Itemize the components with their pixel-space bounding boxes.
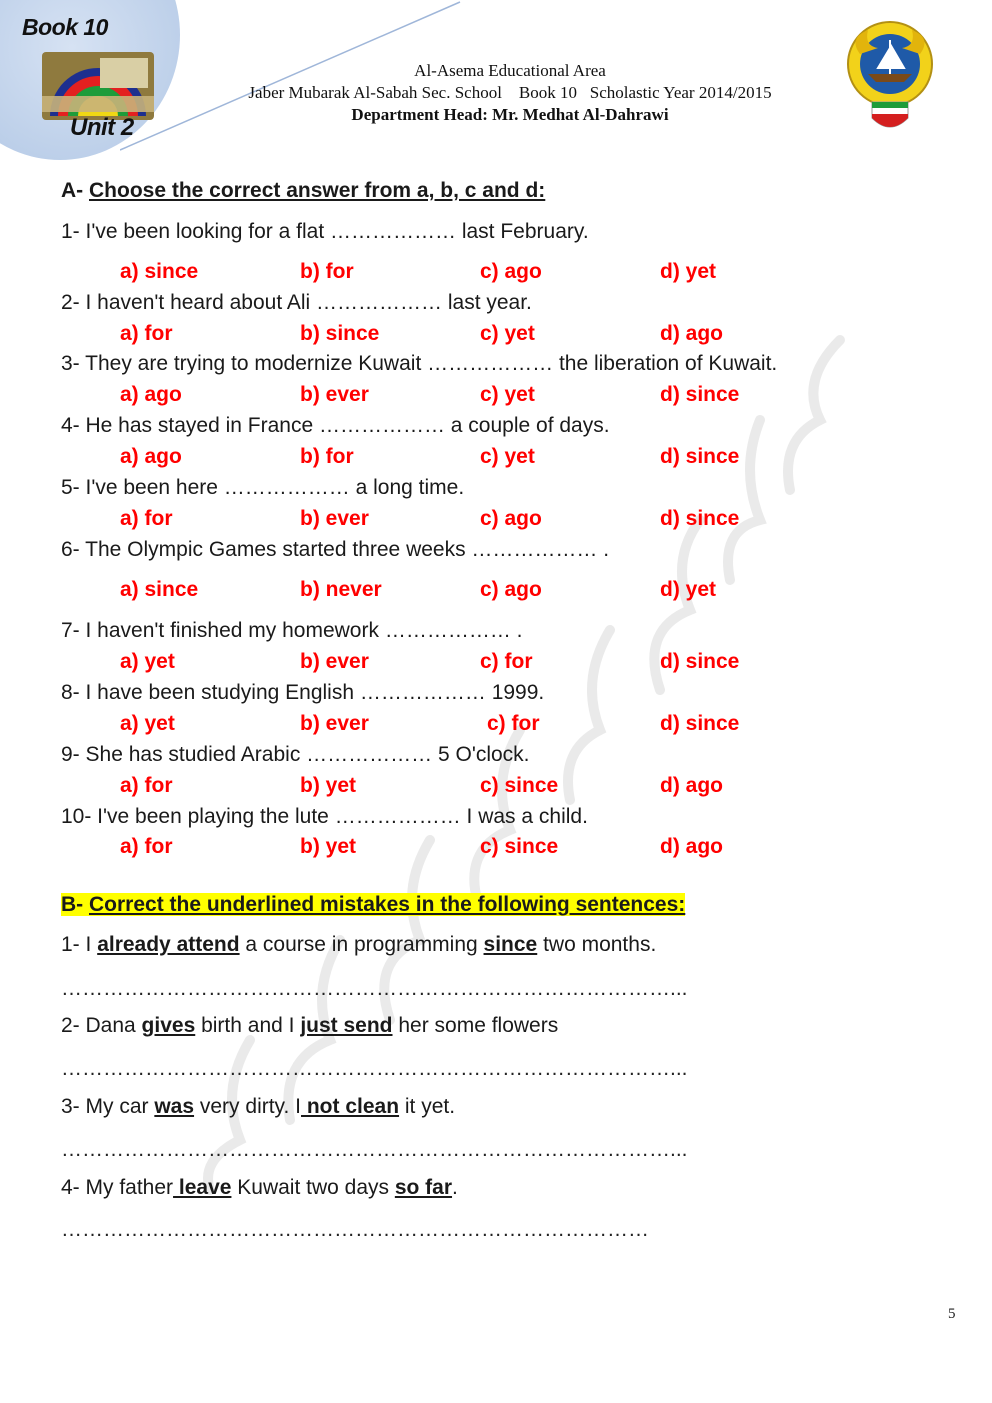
- option-d[interactable]: d) ago: [660, 322, 723, 345]
- section-b-title: B- Correct the underlined mistakes in the following sentences:: [61, 893, 686, 916]
- option-b[interactable]: b) never: [300, 578, 382, 601]
- document-header: [180, 60, 840, 126]
- option-d[interactable]: d) since: [660, 383, 740, 406]
- answer-line-4[interactable]: …………………………………………………………………………: [61, 1218, 649, 1241]
- option-c[interactable]: c) since: [480, 835, 559, 858]
- underlined-mistake: so far: [394, 1176, 453, 1199]
- section-a-title: A- Choose the correct answer from a, b, c and d:: [61, 179, 546, 202]
- option-b[interactable]: b) ever: [300, 650, 369, 673]
- option-d[interactable]: d) ago: [660, 835, 723, 858]
- answer-line-1[interactable]: ……………………………………………………………………………...: [61, 977, 688, 1000]
- option-b[interactable]: b) ever: [300, 712, 369, 735]
- option-d[interactable]: d) since: [660, 507, 740, 530]
- question-9: 9- She has studied Arabic ……………… 5 O'clock.: [61, 743, 530, 766]
- option-a[interactable]: a) for: [120, 774, 173, 797]
- option-d[interactable]: d) yet: [660, 578, 717, 601]
- answer-line-2[interactable]: ……………………………………………………………………………...: [61, 1057, 688, 1080]
- option-c[interactable]: c) ago: [480, 578, 542, 601]
- question-8: 8- I have been studying English ……………… 1999.: [61, 681, 545, 704]
- school-logo-icon: [40, 50, 156, 122]
- option-a[interactable]: a) for: [120, 835, 173, 858]
- option-b[interactable]: b) yet: [300, 835, 357, 858]
- option-a[interactable]: a) since: [120, 578, 199, 601]
- option-a[interactable]: a) for: [120, 507, 173, 530]
- option-d[interactable]: d) yet: [660, 260, 717, 283]
- sentence-1: 1- I already attend a course in programming since two months.: [61, 933, 657, 956]
- underlined-mistake: leave: [173, 1176, 232, 1199]
- option-c[interactable]: c) yet: [480, 445, 535, 468]
- option-b[interactable]: b) for: [300, 445, 354, 468]
- header-area-line: Al-Asema Educational Area: [414, 61, 606, 80]
- option-b[interactable]: b) ever: [300, 383, 369, 406]
- option-b[interactable]: b) yet: [300, 774, 357, 797]
- option-d[interactable]: d) since: [660, 712, 740, 735]
- underlined-mistake: since: [483, 933, 538, 956]
- question-6: 6- The Olympic Games started three weeks ……………… .: [61, 538, 610, 561]
- option-d[interactable]: d) since: [660, 650, 740, 673]
- page-number: 5: [948, 1306, 956, 1322]
- answer-line-3[interactable]: ……………………………………………………………………………...: [61, 1138, 688, 1161]
- question-3: 3- They are trying to modernize Kuwait ……………… the liberation of Kuwait.: [61, 352, 778, 375]
- question-1: 1- I've been looking for a flat ……………… last February.: [61, 220, 589, 243]
- badge-unit-label: Unit 2: [70, 114, 134, 141]
- option-b[interactable]: b) for: [300, 260, 354, 283]
- option-c[interactable]: c) since: [480, 774, 559, 797]
- kuwait-emblem-icon: [838, 18, 942, 138]
- question-10: 10- I've been playing the lute ……………… I was a child.: [61, 805, 588, 828]
- option-c[interactable]: c) ago: [480, 507, 542, 530]
- option-a[interactable]: a) yet: [120, 712, 175, 735]
- option-b[interactable]: b) since: [300, 322, 380, 345]
- sentence-4: 4- My father leave Kuwait two days so far.: [61, 1176, 458, 1199]
- option-c[interactable]: c) yet: [480, 383, 535, 406]
- header-department-line: Department Head: Mr. Medhat Al-Dahrawi: [351, 105, 669, 124]
- underlined-mistake: gives: [141, 1014, 196, 1037]
- underlined-mistake: just send: [300, 1014, 393, 1037]
- question-4: 4- He has stayed in France ……………… a couple of days.: [61, 414, 610, 437]
- option-d[interactable]: d) since: [660, 445, 740, 468]
- option-a[interactable]: a) ago: [120, 445, 182, 468]
- option-c[interactable]: c) for: [487, 712, 540, 735]
- underlined-mistake: already attend: [97, 933, 240, 956]
- option-a[interactable]: a) ago: [120, 383, 182, 406]
- option-b[interactable]: b) ever: [300, 507, 369, 530]
- header-school-line: Jaber Mubarak Al-Sabah Sec. School Book 10 Scholastic Year 2014/2015: [248, 83, 772, 102]
- option-c[interactable]: c) ago: [480, 260, 542, 283]
- question-5: 5- I've been here ……………… a long time.: [61, 476, 465, 499]
- option-d[interactable]: d) ago: [660, 774, 723, 797]
- question-2: 2- I haven't heard about Ali ……………… last year.: [61, 291, 532, 314]
- question-7: 7- I haven't finished my homework ……………… .: [61, 619, 523, 642]
- sentence-3: 3- My car was very dirty. I not clean it yet.: [61, 1095, 456, 1118]
- underlined-mistake: was: [154, 1095, 195, 1118]
- option-c[interactable]: c) for: [480, 650, 533, 673]
- badge-book-label: Book 10: [22, 14, 108, 40]
- option-a[interactable]: a) for: [120, 322, 173, 345]
- underlined-mistake: not clean: [301, 1095, 400, 1118]
- option-c[interactable]: c) yet: [480, 322, 535, 345]
- sentence-2: 2- Dana gives birth and I just send her some flowers: [61, 1014, 559, 1037]
- option-a[interactable]: a) yet: [120, 650, 175, 673]
- option-a[interactable]: a) since: [120, 260, 199, 283]
